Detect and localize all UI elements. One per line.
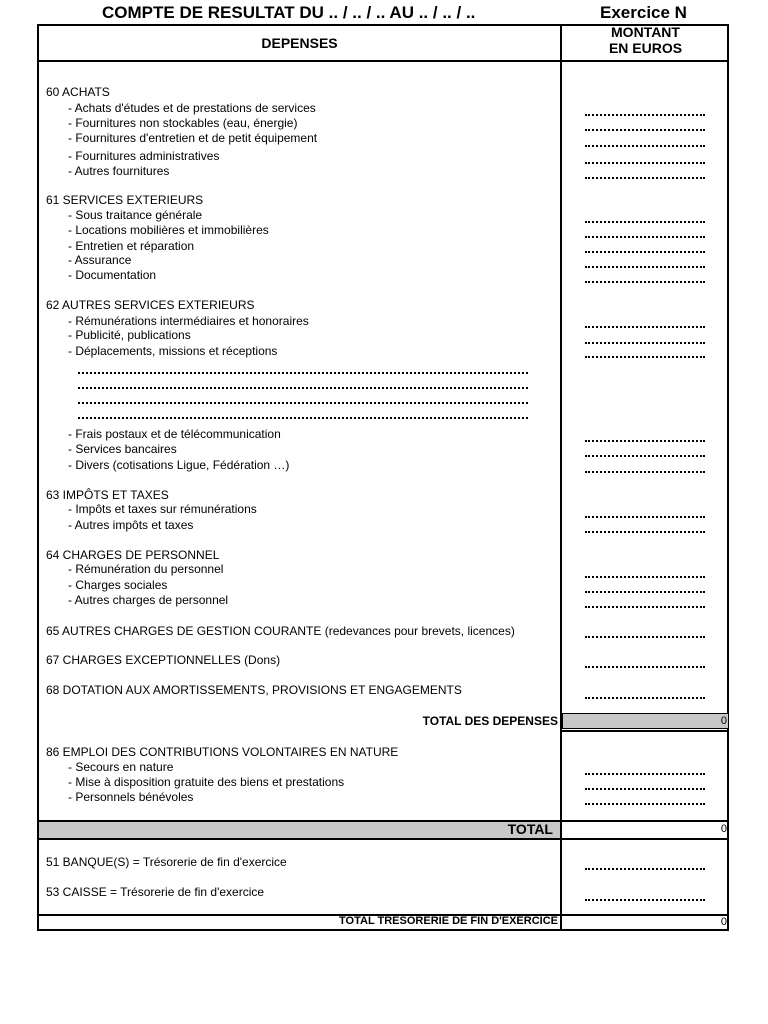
montant-header [562,24,729,60]
amount-field[interactable] [585,356,705,358]
amount-field[interactable] [585,281,705,283]
section-64-title: 64 CHARGES DE PERSONNEL [46,548,220,562]
page-title: COMPTE DE RESULTAT DU .. / .. / .. AU .. / .. / .. [102,3,476,22]
section-86-title: 86 EMPLOI DES CONTRIBUTIONS VOLONTAIRES EN NATURE [46,745,399,759]
amount-field[interactable] [585,788,705,790]
list-item: - Secours en nature [68,760,174,774]
list-item: - Entretien et réparation [68,239,195,253]
section-60-title: 60 ACHATS [46,85,110,99]
blank-entry-line[interactable] [78,387,528,389]
total-band [39,822,560,838]
section-51-title: 51 BANQUE(S) = Trésorerie de fin d'exercice [46,855,287,869]
blank-entry-line[interactable] [78,417,528,419]
amount-field[interactable] [585,145,705,147]
section-61-title: 61 SERVICES EXTERIEURS [46,193,204,207]
list-item: - Frais postaux et de télécommunication [68,427,281,441]
section-62-title: 62 AUTRES SERVICES EXTERIEURS [46,298,255,312]
amount-field[interactable] [585,440,705,442]
amount-field[interactable] [585,666,705,668]
amount-field[interactable] [585,516,705,518]
list-item: - Autres impôts et taxes [68,518,194,532]
list-item: - Fournitures non stockables (eau, énergie) [68,116,298,130]
section-63-title: 63 IMPÔTS ET TAXES [46,488,169,502]
amount-field[interactable] [585,471,705,473]
total-tresorerie-label: TOTAL TRESORERIE DE FIN D'EXERCICE [339,915,558,927]
list-item: - Achats d'études et de prestations de services [68,101,316,115]
montant-header-line1: MONTANT [611,24,680,40]
amount-field[interactable] [585,899,705,901]
list-item: - Rémunérations intermédiaires et honoraires [68,314,309,328]
depenses-header: DEPENSES [261,35,338,51]
column-divider [560,24,562,931]
list-item: - Publicité, publications [68,328,191,342]
list-item: - Déplacements, missions et réceptions [68,344,278,358]
list-item: - Assurance [68,253,132,267]
amount-field[interactable] [585,177,705,179]
montant-header-line2: EN EUROS [608,40,683,56]
list-item: - Autres charges de personnel [68,593,229,607]
total-depenses-divider [562,730,729,732]
amount-field[interactable] [585,576,705,578]
amount-field[interactable] [585,591,705,593]
amount-field[interactable] [585,803,705,805]
list-item: - Fournitures d'entretien et de petit équipement [68,131,318,145]
amount-field[interactable] [585,114,705,116]
list-item: - Rémunération du personnel [68,562,224,576]
list-item: - Services bancaires [68,442,177,456]
section-67-title: 67 CHARGES EXCEPTIONNELLES (Dons) [46,653,281,667]
amount-field[interactable] [585,251,705,253]
header-divider [37,60,729,62]
amount-field[interactable] [585,636,705,638]
amount-field[interactable] [585,326,705,328]
total-bottom-divider [37,838,729,840]
section-68-title: 68 DOTATION AUX AMORTISSEMENTS, PROVISIONS ET ENGAGEMENTS [46,683,462,697]
total-value: 0 [720,823,727,835]
amount-field[interactable] [585,342,705,344]
amount-field[interactable] [585,455,705,457]
amount-field[interactable] [585,221,705,223]
list-item: - Impôts et taxes sur rémunérations [68,502,257,516]
exercice-label: Exercice N [600,3,687,22]
amount-field[interactable] [585,129,705,131]
section-65-title: 65 AUTRES CHARGES DE GESTION COURANTE (redevances pour brevets, licences) [46,624,515,638]
list-item: - Personnels bénévoles [68,790,194,804]
total-label: TOTAL [507,821,553,837]
total-tresorerie-value: 0 [720,916,727,928]
total-depenses-value: 0 [720,715,727,727]
section-53-title: 53 CAISSE = Trésorerie de fin d'exercice [46,885,265,899]
amount-field[interactable] [585,162,705,164]
total-depenses-label: TOTAL DES DEPENSES [422,714,558,728]
list-item: - Charges sociales [68,578,168,592]
total-depenses-cell [562,713,729,729]
list-item: - Sous traitance générale [68,208,203,222]
amount-field[interactable] [585,868,705,870]
blank-entry-line[interactable] [78,372,528,374]
list-item: - Mise à disposition gratuite des biens et prestations [68,775,345,789]
amount-field[interactable] [585,697,705,699]
list-item: - Documentation [68,268,157,282]
amount-field[interactable] [585,531,705,533]
amount-field[interactable] [585,266,705,268]
blank-entry-line[interactable] [78,402,528,404]
list-item: - Divers (cotisations Ligue, Fédération …) [68,458,290,472]
amount-field[interactable] [585,773,705,775]
list-item: - Locations mobilières et immobilières [68,223,269,237]
amount-field[interactable] [585,606,705,608]
list-item: - Fournitures administratives [68,149,220,163]
amount-field[interactable] [585,236,705,238]
list-item: - Autres fournitures [68,164,170,178]
